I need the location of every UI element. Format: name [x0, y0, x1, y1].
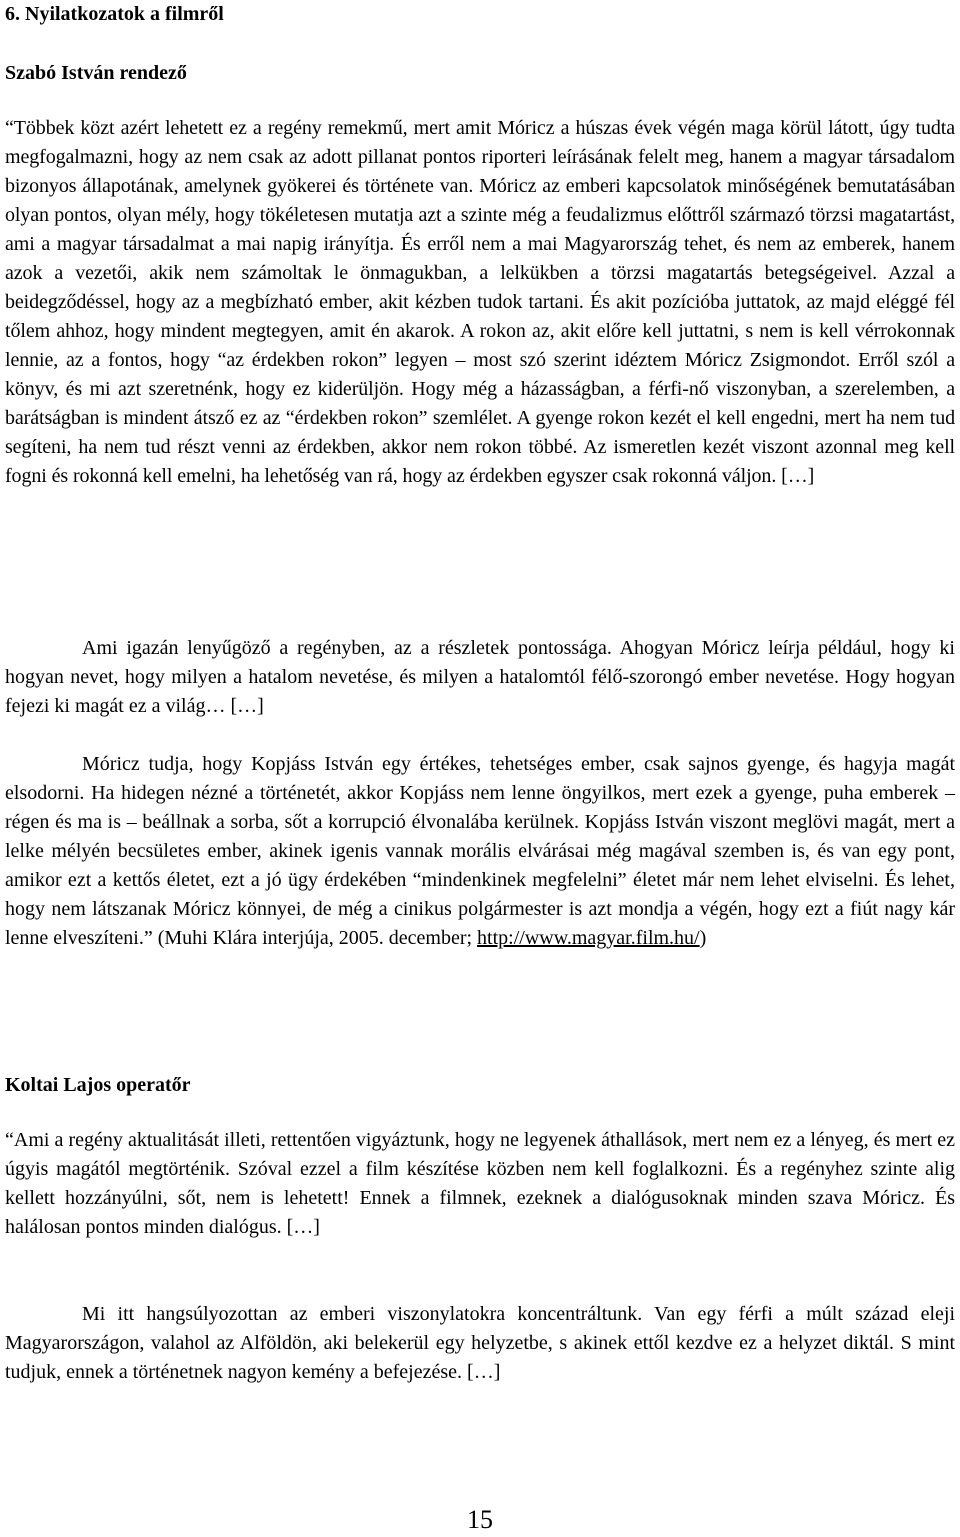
page-number: 15 — [467, 1505, 493, 1534]
chapter-title: 6. Nyilatkozatok a filmről — [5, 3, 224, 25]
paragraph-szabo-3 — [5, 750, 955, 953]
paragraph-szabo-3-end: ) — [699, 927, 707, 949]
source-link[interactable]: http://www.magyar.film.hu/ — [477, 927, 700, 949]
section-heading-szabo: Szabó István rendező — [5, 62, 187, 84]
paragraph-szabo-2: Ami igazán lenyűgöző a regényben, az a részletek pontossága. Ahogyan Móricz leírja például, hogy ki hogyan nevet, hogy milyen a hatalom nevetése, és milyen a hatalomtól félő-szorongó ember nevetése. Hogy hogyan fejezi ki magát ez a világ… […] — [5, 637, 955, 717]
section-heading-koltai: Koltai Lajos operatőr — [5, 1074, 191, 1096]
paragraph-szabo-3-text: Móricz tudja, hogy Kopjáss István egy értékes, tehetséges ember, csak sajnos gyenge, és hagyja magát elsodorni. Ha hidegen nézné a történetét, akkor Kopjáss nem lenne öngyilkos, mert ezek a gyenge, puha emberek – régen és ma is – beállnak a sorba, sőt a korrupció élvonalába kerülnek. Kopjáss István viszont meglövi magát, mert a lelke mélyén becsületes ember, akinek igenis vannak morális elvárásai még magával szemben is, és van egy pont, amikor ezt a kettős életet, ezt a jó ügy érdekében “mindenkinek megfelelni” életet már nem lehet elviselni. És lehet, hogy nem látszanak Móricz könnyei, de még a cinikus polgármester is azt mondja a végén, hogy ezt a fiút nagy kár lenne elveszíteni.” (Muhi Klára interjúja, 2005. december; — [5, 753, 955, 949]
paragraph-koltai-2: Mi itt hangsúlyozottan az emberi viszonylatokra koncentráltunk. Van egy férfi a múlt század eleji Magyarországon, valahol az Alföldön, aki belekerül egy helyzetbe, s akinek ettől kezdve ez a helyzet diktál. S mint tudjuk, ennek a történetnek nagyon kemény a befejezése. […] — [5, 1303, 955, 1383]
paragraph-szabo-1: “Többek közt azért lehetett ez a regény remekmű, mert amit Móricz a húszas évek végén maga körül látott, úgy tudta megfogalmazni, hogy az nem csak az adott pillanat pontos riporteri leírásának felelt meg, hanem a magyar társadalom bizonyos állapotának, amelynek gyökerei és története van. Móricz az emberi kapcsolatok minőségének bemutatásában olyan pontos, olyan mély, hogy tökéletesen mutatja azt a szinte még a feudalizmus előttről származó törzsi magatartást, ami a magyar társadalmat a mai napig irányítja. És erről nem a mai Magyarország tehet, és nem az emberek, hanem azok a vezetői, akik nem számoltak le önmagukban, a lelkükben a törzsi magatartás betegségeivel. Azzal a beidegződéssel, hogy az a megbízható ember, akit kézben tudok tartani. És akit pozícióba juttatok, az majd eléggé fél tőlem ahhoz, hogy mindent megtegyen, amit én akarok. A rokon az, akit előre kell juttatni, s nem is kell vérrokonnak lennie, az a fontos, hogy “az érdekben rokon” legyen – most szó szerint idéztem Móricz Zsigmondot. Erről szól a könyv, és mi azt szeretnénk, hogy ez kiderüljön. Hogy még a házasságban, a férfi-nő viszonyban, a szerelemben, a barátságban is mindent átsző ez az “érdekben rokon” szemlélet. A gyenge rokon kezét el kell engedni, mert ha nem tud segíteni, ha nem tud részt venni az érdekben, akkor nem rokon többé. Az ismeretlen kezét viszont azonnal meg kell fogni és rokonná kell emelni, ha lehetőség van rá, hogy az érdekben egyszer csak rokonná váljon. […] — [5, 117, 955, 487]
paragraph-koltai-1: “Ami a regény aktualitását illeti, rettentően vigyáztunk, hogy ne legyenek áthallások, mert nem ez a lényeg, és mert ez úgyis magától megtörténik. Szóval ezzel a film készítése közben nem kell foglalkozni. És a regényhez szinte alig kellett hozzányúlni, sőt, nem is lehetett! Ennek a filmnek, ezeknek a dialógusoknak minden szava Móricz. És halálosan pontos minden dialógus. […] — [5, 1129, 955, 1238]
